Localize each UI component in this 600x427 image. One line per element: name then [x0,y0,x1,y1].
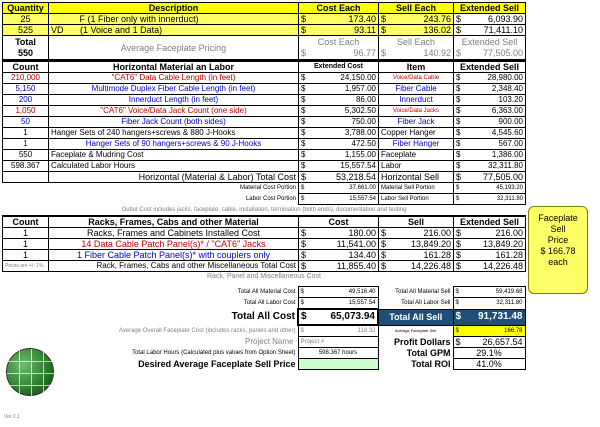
roi: 41.0% [453,359,525,370]
count-input[interactable]: 200 [3,95,49,106]
extended-cost: $ 15,557.54 [299,161,379,172]
item-name: Voice/Data Cable [379,73,454,84]
racks-note: Rack, Panel and Miscellaneous Cost [206,273,321,280]
all-sell-label: Total All Sell [378,309,453,325]
item-name: Copper Hanger [379,128,454,139]
horizontal-total-cost: $ 53,218.54 [299,172,379,183]
extended-sell: $ 567.00 [454,139,526,150]
col-cost: Cost [299,216,379,228]
item-name: Voice/Data Jacks [379,106,454,117]
faceplate-totals-row [3,36,526,60]
horizontal-row [3,106,526,117]
horizontal-header-row [3,61,526,73]
col-count: Count [3,216,49,228]
col-sell-each: Sell Each [379,3,454,14]
extended-sell: $ 2,348.40 [454,84,526,95]
col-racks: Racks, Frames, Cabs and other Material [49,216,299,228]
portion-row [3,194,526,205]
portion-row [3,183,526,194]
count-input[interactable]: 1,050 [3,106,49,117]
pricing-sheet [2,2,525,370]
labor-sell-portion: $ 32,311.80 [454,194,526,205]
horizontal-sell-total: $ 77,505.00 [454,172,526,183]
extended-cost: $ 1,957.00 [299,84,379,95]
extended-cost: $ 24,150.00 [299,73,379,84]
avg-sell-label: Average Faceplate Sell [394,328,437,333]
sell: $ 161.28 [379,250,454,261]
extended-cost: $ 472.50 [299,139,379,150]
qty-input[interactable]: 525 [3,25,49,36]
col-extended-sell: Extended Sell [454,61,526,73]
gpm: 29.1% [453,348,525,359]
summary-table [2,286,526,370]
faceplate-price-callout: Faceplate Sell Price $ 166.78 each [528,206,588,294]
cost: $ 180.00 [299,228,379,239]
profit: $ 26,657.54 [453,337,525,348]
item-name: Fiber Hanger [379,139,454,150]
labor-cost-portion: $ 15,557.54 [299,194,379,205]
extended-cost: $ 5,302.50 [299,106,379,117]
faceplate-row [3,25,526,36]
racks-total-ext: $ 14,226.48 [454,261,526,272]
count-input[interactable]: 550 [3,150,49,161]
item-description: Fiber Jack Count (both sides) [49,117,299,128]
extended-sell: $ 13,849.20 [454,239,526,250]
avg-overall-label: Average Overall Faceplate Cost (includes racks, panels and other) [118,327,296,334]
avg-faceplate-pricing-label: Average Faceplate Pricing [49,36,299,60]
racks-total-row [3,261,526,272]
sell: $ 13,849.20 [379,239,454,250]
summary-row [2,359,525,370]
col-horizontal-material: Horizontal Material an Labor [49,61,299,73]
project-name-input[interactable]: Project # [298,337,378,348]
col-item: Item [379,61,454,73]
count-input[interactable]: 1 [3,128,49,139]
all-cost: $ 65,073.94 [298,309,378,325]
extended-sell: $ 71,411.10 [454,25,526,36]
desired-price-label: Desired Average Faceplate Sell Price [138,359,296,369]
labor-sell-label: Total All Labor Sell [401,300,451,306]
cost-each: $ 93.11 [299,25,379,36]
material-sell: $ 59,419.68 [453,287,525,298]
horizontal-row [3,139,526,150]
horizontal-total-label: Horizontal (Material & Labor) Total Cost [49,172,299,183]
sell-each: $ 243.76 [379,14,454,25]
labor-hours-label: Total Labor Hours (Calculated plus values from Option Sheet) [132,350,296,356]
extended-sell: $ 4,545.60 [454,128,526,139]
item-description: 14 Data Cable Patch Panel(s)* / "CAT6" Jacks [49,239,299,250]
summary-total-row [2,309,525,325]
faceplate-row [3,14,526,25]
extended-sell: $ 28,980.00 [454,73,526,84]
extended-cost: $ 1,155.00 [299,150,379,161]
racks-total-cost: $ 11,855.40 [299,261,379,272]
count-input[interactable]: 210,000 [3,73,49,84]
racks-row [3,239,526,250]
profit-label: Profit Dollars [393,337,451,347]
all-cost-label: Total All Cost [231,311,295,322]
cost: $ 11,541.00 [299,239,379,250]
total-count: Total 550 [3,36,49,60]
labor-sell: $ 32,311.80 [453,298,525,310]
all-sell: $ 91,731.48 [453,309,525,325]
avg-sell-each: Sell Each $ 140.92 [379,36,454,60]
summary-row [2,348,525,359]
item-description: "CAT6" Voice/Data Jack Count (one side) [49,106,299,117]
prices-note: Prices are +/- 1% [3,261,49,272]
gpm-label: Total GPM [406,348,451,358]
col-sell: Sell [379,216,454,228]
extended-sell: $ 161.28 [454,250,526,261]
count-input[interactable]: 1 [3,228,49,239]
version-label: Ver 2.1 [4,414,20,420]
horizontal-row [3,84,526,95]
count-input[interactable]: 50 [3,117,49,128]
item-name: Innerduct [379,95,454,106]
extended-sell: $ 32,311.80 [454,161,526,172]
cost-each: $ 173.40 [299,14,379,25]
item-name: Fiber Jack [379,117,454,128]
count-input[interactable]: 1 [3,239,49,250]
summary-row [2,325,525,337]
sell: $ 216.00 [379,228,454,239]
racks-header-row [3,216,526,228]
faceplate-header-row [3,3,526,14]
extended-cost: $ 750.00 [299,117,379,128]
project-name-label: Project Name [245,337,294,346]
summary-row [2,298,525,310]
outlet-note-row [3,205,526,216]
col-cost-each: Cost Each [299,3,379,14]
qty-input[interactable]: 25 [3,14,49,25]
labor-cost-portion-label: Labor Cost Portion [245,196,296,202]
labor-cost: $ 15,557.54 [298,298,378,310]
item-description: Innerduct Length (in feet) [49,95,299,106]
horizontal-row [3,150,526,161]
extended-sell: $ 900.00 [454,117,526,128]
count-input[interactable]: 598.367 [3,161,49,172]
material-sell-portion-label: Material Sell Portion [379,183,454,194]
labor-cost-label: Total All Labor Cost [243,300,296,307]
material-cost-portion-label: Material Cost Portion [239,185,296,192]
horizontal-row [3,128,526,139]
summary-row [2,337,525,348]
desired-price-input[interactable] [298,359,378,370]
faceplate-description: F (1 Fiber only with innerduct) [49,14,299,25]
avg-cost-each: Cost Each $ 96.77 [299,36,379,60]
item-description: 1 Fiber Cable Patch Panel(s)* with couplers only [49,250,299,261]
globe-logo-icon [6,348,54,396]
total-extended-sell: Extended Sell $ 77,505.00 [454,36,526,60]
col-description: Description [49,3,299,14]
count-input[interactable]: 1 [3,139,49,150]
col-extended-sell: Extended Sell [454,3,526,14]
item-description: Hanger Sets of 240 hangers+screws & 880 J-Hooks [49,128,299,139]
col-count: Count [3,61,49,73]
item-name: Faceplate [379,150,454,161]
horizontal-row [3,161,526,172]
sell-each: $ 136.02 [379,25,454,36]
racks-row [3,250,526,261]
material-cost-label: Total All Material Cost [237,289,296,295]
item-description: Hanger Sets of 90 hangers+screws & 90 J-Hooks [49,139,299,150]
summary-row [2,287,525,298]
extended-sell: $ 6,363.00 [454,106,526,117]
horizontal-row [3,117,526,128]
item-description: Racks, Frames and Cabinets Installed Cost [49,228,299,239]
item-description: Multimode Duplex Fiber Cable Length (in feet) [49,84,299,95]
item-description: Calculated Labor Hours [49,161,299,172]
racks-total-sell: $ 14,226.48 [379,261,454,272]
racks-note-row [3,272,526,283]
faceplate-description: VD (1 Voice and 1 Data) [49,25,299,36]
cost: $ 134.40 [299,250,379,261]
labor-hours: 598.367 hours [298,348,378,359]
count-input[interactable]: 5,150 [3,84,49,95]
extended-sell: $ 103.20 [454,95,526,106]
col-extended-cost: Extended Cost [299,61,379,73]
horizontal-total-row [3,172,526,183]
material-cost: $ 49,516.40 [298,287,378,298]
material-cost-portion: $ 37,661.00 [299,183,379,194]
item-name: Fiber Cable [379,84,454,95]
avg-sell: $ 166.78 [453,325,525,337]
item-name: Labor [379,161,454,172]
labor-sell-portion-label: Labor Sell Portion [379,194,454,205]
extended-sell: $ 6,093.90 [454,14,526,25]
count-input[interactable]: 1 [3,250,49,261]
faceplate-table [2,2,526,60]
roi-label: Total ROI [411,359,451,369]
material-sell-label: Total All Material Sell [395,289,451,295]
horizontal-sell-label: Horizontal Sell [379,172,454,183]
racks-total-label: Rack, Frames, Cabs and other Miscellaneous Total Cost [49,261,299,272]
extended-sell: $ 216.00 [454,228,526,239]
horizontal-row [3,95,526,106]
horizontal-row [3,73,526,84]
material-sell-portion: $ 45,193.20 [454,183,526,194]
extended-cost: $ 86.00 [299,95,379,106]
racks-table [2,215,526,282]
horizontal-table [2,60,526,215]
item-description: Faceplate & Mudring Cost [49,150,299,161]
col-quantity: Quantity [3,3,49,14]
racks-row [3,228,526,239]
item-description: "CAT6" Data Cable Length (in feet) [49,73,299,84]
avg-overall-cost: $ 118.32 [298,325,378,337]
extended-sell: $ 1,386.00 [454,150,526,161]
col-extended-sell: Extended Sell [454,216,526,228]
extended-cost: $ 3,788.00 [299,128,379,139]
outlet-note: Outlet Cost includes jacks, faceplate, cable, installation, termination (both ends), documentation and testing [121,207,407,213]
